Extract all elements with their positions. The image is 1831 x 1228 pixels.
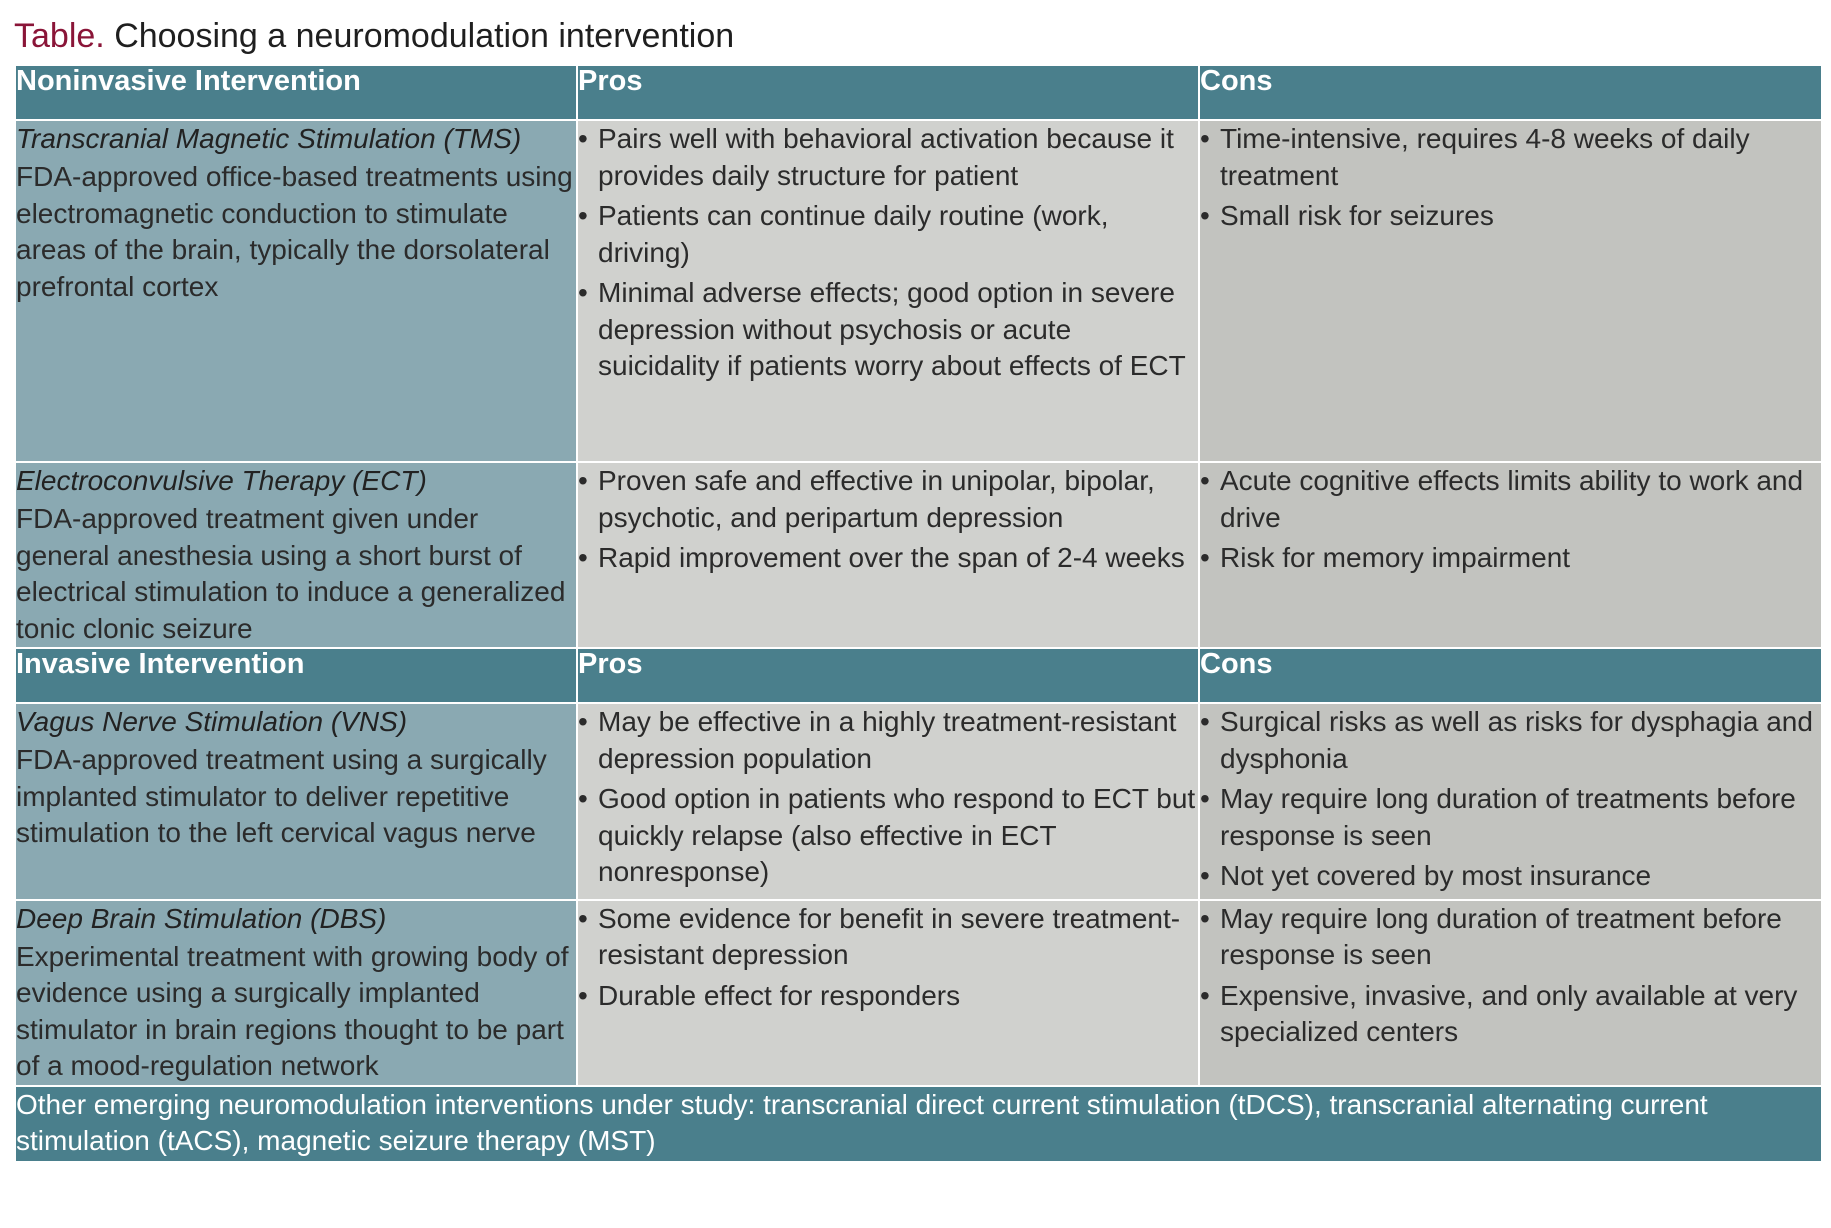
pro-item: • Some evidence for benefit in severe treatment-resistant depression	[578, 901, 1198, 974]
intervention-name: Transcranial Magnetic Stimulation (TMS)	[16, 123, 522, 154]
con-item: • May require long duration of treatments before response is seen	[1200, 781, 1821, 854]
table-footer	[15, 1086, 1822, 1162]
pro-item: • Good option in patients who respond to ECT but quickly relapse (also effective in ECT nonresponse)	[578, 781, 1198, 891]
header-pros: Pros	[577, 648, 1199, 703]
intervention-description: FDA-approved treatment using a surgically implanted stimulator to deliver repetitive stimulation to the left cervical vagus nerve	[16, 744, 547, 848]
con-item: • Small risk for seizures	[1200, 198, 1821, 235]
table-row	[15, 703, 1822, 900]
footer-note: Other emerging neuromodulation interventions under study: transcranial direct current stimulation (tDCS), transcranial alternating current stimulation (tACS), magnetic seizure therapy (MST)	[15, 1086, 1822, 1162]
pros-cell	[577, 462, 1199, 648]
pros-cell	[577, 703, 1199, 900]
intervention-description: FDA-approved office-based treatments using electromagnetic conduction to stimulate areas of the brain, typically the dorsolateral prefrontal cortex	[16, 161, 573, 302]
intervention-name: Deep Brain Stimulation (DBS)	[16, 902, 387, 934]
pro-item: • May be effective in a highly treatment-resistant depression population	[578, 704, 1198, 777]
header-intervention: Noninvasive Intervention	[15, 65, 577, 120]
intervention-cell	[15, 703, 577, 900]
page-title	[14, 14, 734, 58]
section-header-invasive	[15, 648, 1822, 703]
table-row	[15, 900, 1822, 1086]
table-title-text: Choosing a neuromodulation intervention	[114, 17, 735, 55]
pros-cell	[577, 900, 1199, 1086]
con-item: • Risk for memory impairment	[1200, 540, 1821, 577]
con-item: • May require long duration of treatment before response is seen	[1200, 901, 1821, 974]
intervention-name: Vagus Nerve Stimulation (VNS)	[16, 706, 408, 737]
table-row	[15, 120, 1822, 462]
table-row	[15, 462, 1822, 648]
con-item: • Acute cognitive effects limits ability to work and drive	[1200, 463, 1821, 536]
cons-cell	[1199, 462, 1822, 648]
pro-item: • Patients can continue daily routine (work, driving)	[578, 198, 1198, 271]
con-item: • Not yet covered by most insurance	[1200, 858, 1821, 895]
table-label: Table.	[14, 17, 105, 55]
header-cons: Cons	[1199, 65, 1822, 120]
pros-cell	[577, 120, 1199, 462]
con-item: • Time-intensive, requires 4-8 weeks of daily treatment	[1200, 121, 1821, 194]
pro-item: • Minimal adverse effects; good option in severe depression without psychosis or acute suicidality if patients worry about effects of ECT	[578, 275, 1198, 385]
intervention-cell	[15, 462, 577, 648]
intervention-cell	[15, 900, 577, 1086]
neuromodulation-table	[14, 64, 1823, 1163]
pro-item: • Pairs well with behavioral activation because it provides daily structure for patient	[578, 121, 1198, 194]
pro-item: • Proven safe and effective in unipolar, bipolar, psychotic, and peripartum depression	[578, 463, 1198, 536]
section-header-noninvasive	[15, 65, 1822, 120]
pro-item: • Durable effect for responders	[578, 978, 1198, 1015]
header-pros: Pros	[577, 65, 1199, 120]
con-item: • Surgical risks as well as risks for dysphagia and dysphonia	[1200, 704, 1821, 777]
cons-cell	[1199, 900, 1822, 1086]
intervention-cell	[15, 120, 577, 462]
header-cons: Cons	[1199, 648, 1822, 703]
pro-item: • Rapid improvement over the span of 2-4 weeks	[578, 540, 1198, 577]
cons-cell	[1199, 703, 1822, 900]
header-intervention: Invasive Intervention	[15, 648, 577, 703]
intervention-description: Experimental treatment with growing body of evidence using a surgically implanted stimulator in brain regions thought to be part of a mood-regulation network	[16, 940, 569, 1081]
cons-cell	[1199, 120, 1822, 462]
con-item: • Expensive, invasive, and only available at very specialized centers	[1200, 978, 1821, 1051]
intervention-name: Electroconvulsive Therapy (ECT)	[16, 465, 427, 496]
intervention-description: FDA-approved treatment given under general anesthesia using a short burst of electrical stimulation to induce a generalized tonic clonic seizure	[16, 503, 566, 644]
